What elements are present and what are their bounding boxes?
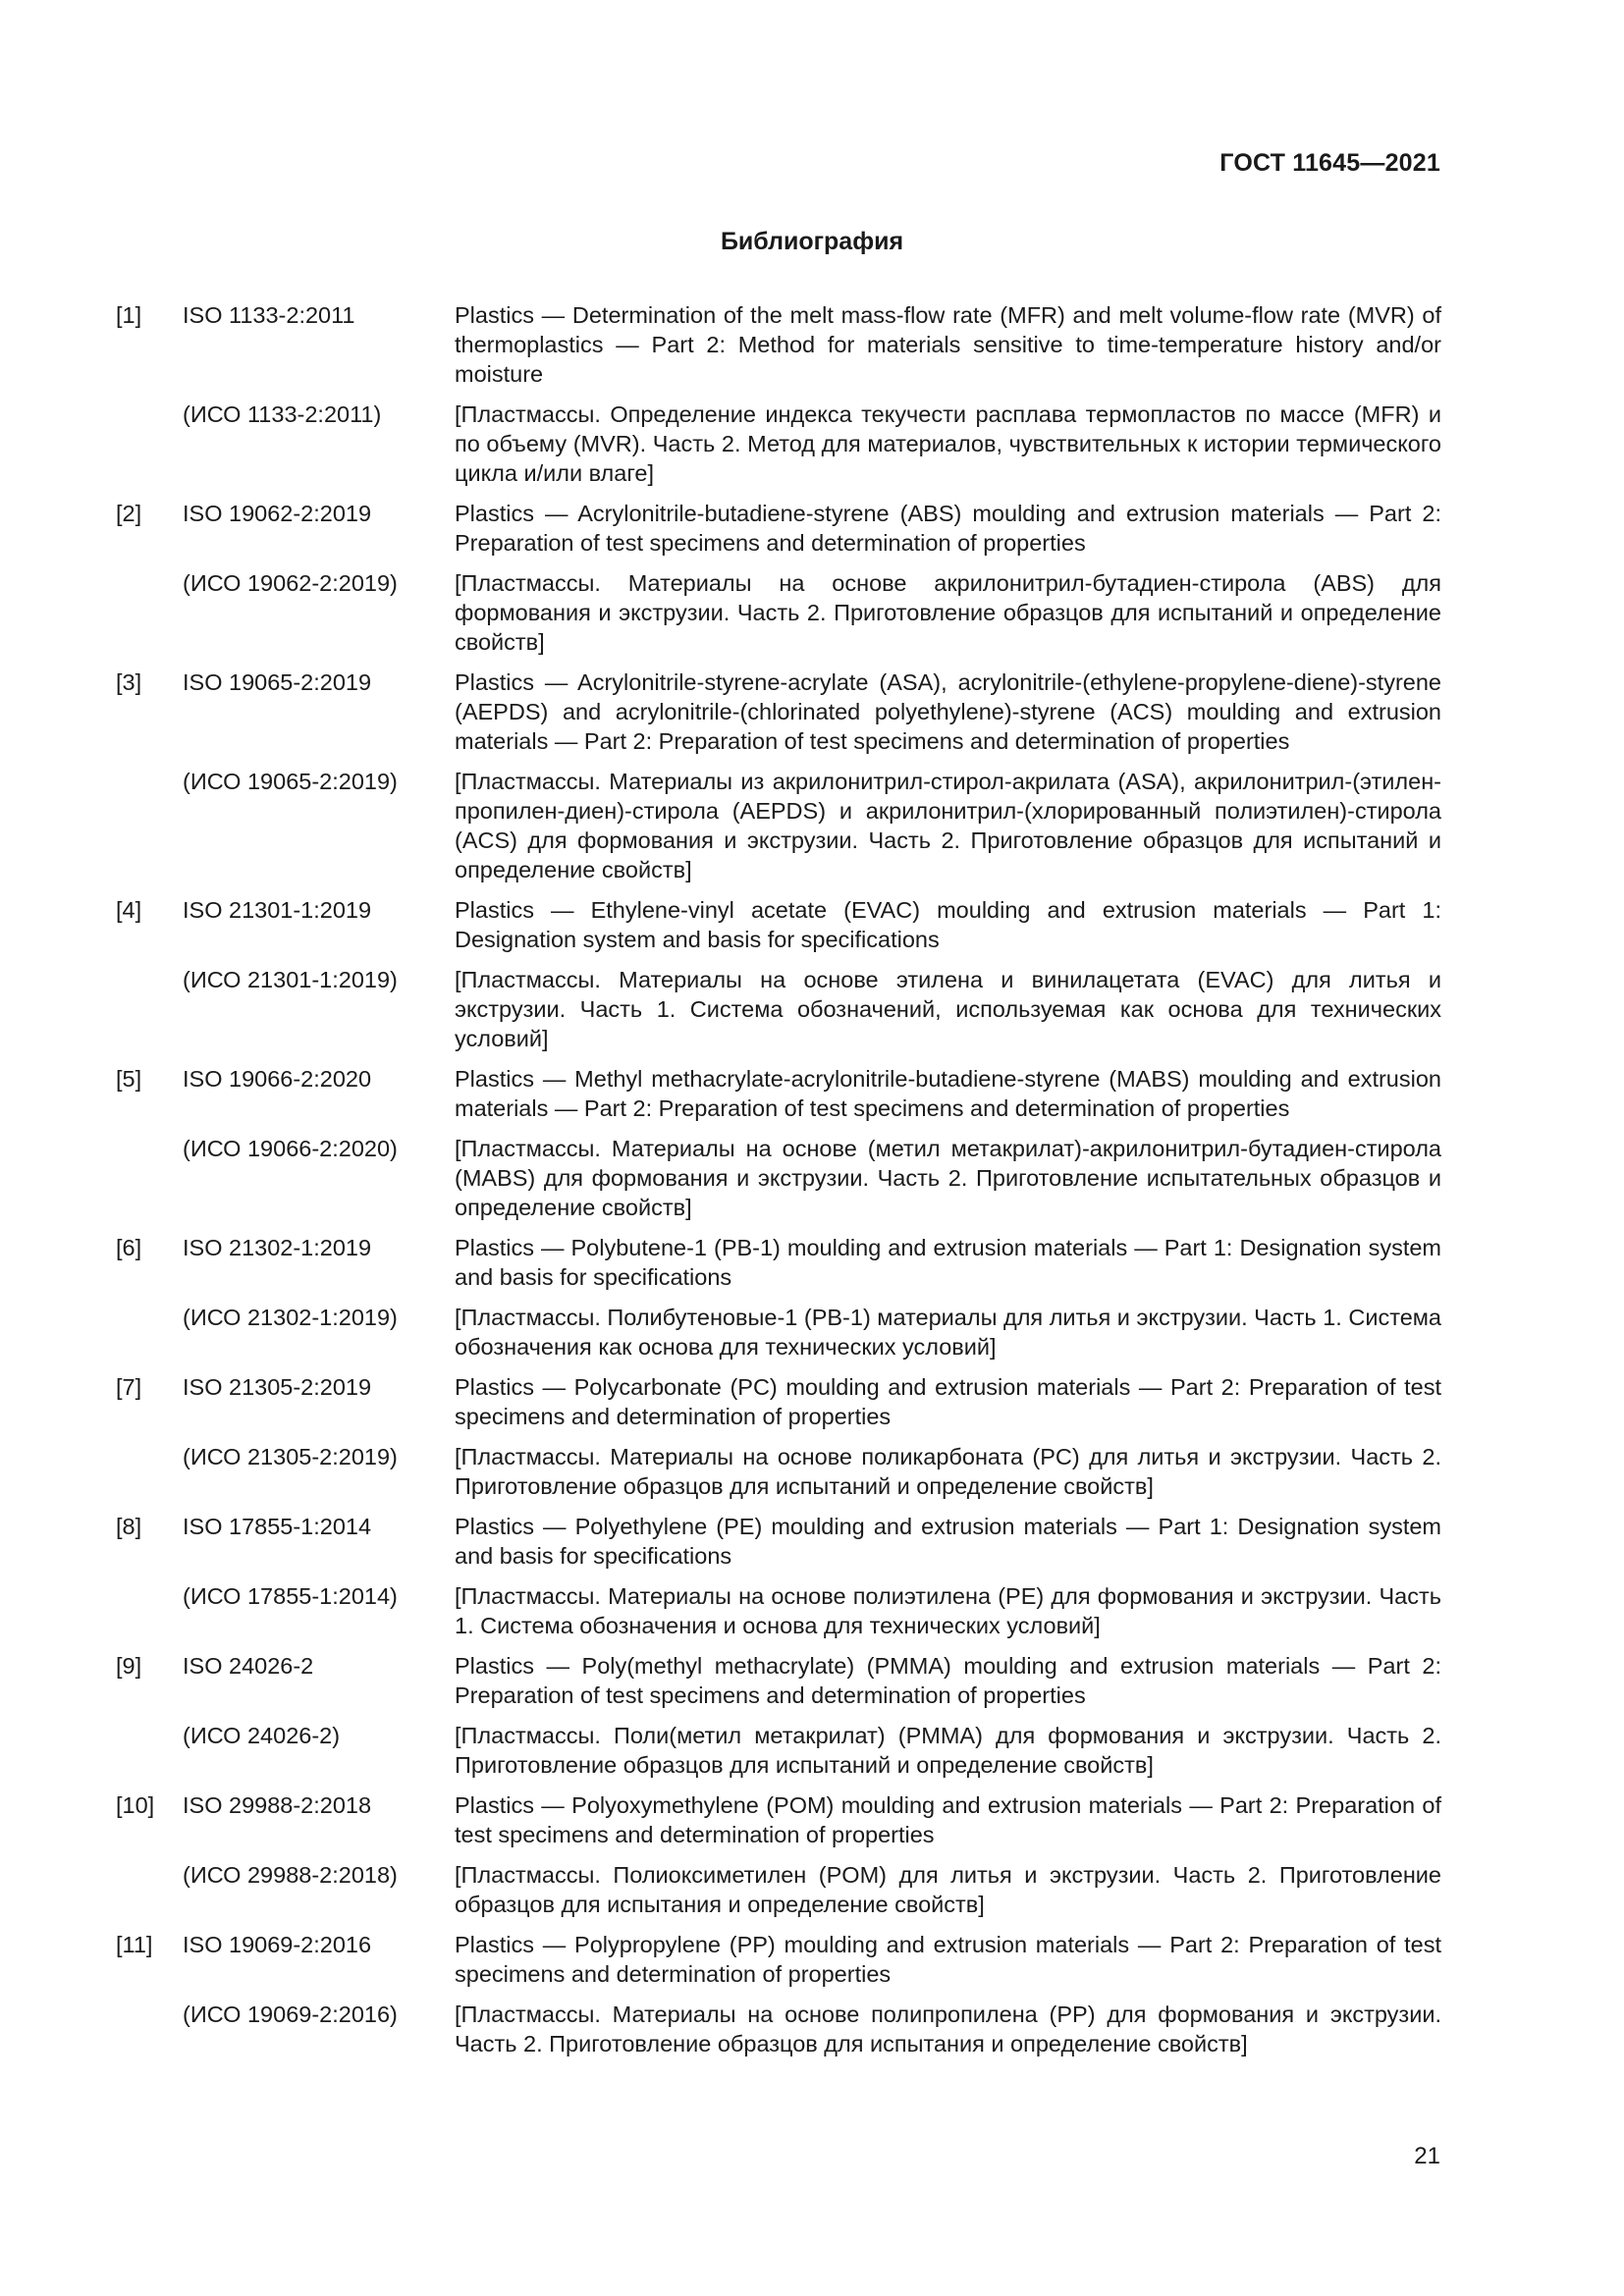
bib-entry-iso [116,499,1441,558]
bibliography-list [116,300,1441,2069]
standard-code: ISO 29988-2:2018 [183,1792,372,1818]
standard-code-ru: (ИСО 19069-2:2016) [183,2002,398,2027]
standard-title: Plastics — Polycarbonate (PC) moulding and extrusion materials — Part 2: Preparation of test specimens and determination of properties [455,1374,1441,1429]
entry-number: [2] [116,501,142,526]
standard-title-ru: [Пластмассы. Поли(метил метакрилат) (PMMA) для формования и экструзии. Часть 2. Приготовление образцов для испытаний и определение свойств] [455,1723,1441,1778]
bib-entry-iso [116,1930,1441,1989]
document-code: ГОСТ 11645—2021 [1219,149,1440,177]
standard-code: ISO 21301-1:2019 [183,897,372,923]
standard-title-ru: [Пластмассы. Материалы на основе полиэтилена (PE) для формования и экструзии. Часть 1. Система обозначения и основа для технических условий] [455,1583,1441,1638]
standard-title-ru: [Пластмассы. Материалы на основе поликарбоната (PC) для литья и экструзии. Часть 2. Приготовление образцов для испытаний и определение свойств] [455,1444,1441,1499]
standard-title-ru: [Пластмассы. Определение индекса текучести расплава термопластов по массе (MFR) и по объему (MVR). Часть 2. Метод для материалов, чувствительных к истории термического цикла и/или влаге] [455,401,1441,486]
bib-entry-translation [116,568,1441,657]
standard-title-ru: [Пластмассы. Материалы на основе этилена и винилацетата (EVAC) для литья и экструзии. Часть 1. Система обозначений, используемая как основа для технических условий] [455,967,1441,1051]
bib-entry-iso [116,1790,1441,1849]
bib-entry-translation [116,965,1441,1053]
standard-title: Plastics — Polyoxymethylene (POM) moulding and extrusion materials — Part 2: Preparation of test specimens and determination of properties [455,1792,1441,1847]
bib-entry-iso [116,300,1441,389]
standard-title: Plastics — Poly(methyl methacrylate) (PMMA) moulding and extrusion materials — Part 2: Preparation of test specimens and determination of properties [455,1653,1441,1708]
standard-code-ru: (ИСО 1133-2:2011) [183,401,382,427]
bib-entry-translation [116,400,1441,488]
bib-entry-iso [116,1233,1441,1292]
standard-code: ISO 21302-1:2019 [183,1235,372,1260]
entry-number: [5] [116,1066,142,1092]
standard-title: Plastics — Polypropylene (PP) moulding and extrusion materials — Part 2: Preparation of test specimens and determination of properties [455,1932,1441,1987]
entry-number: [3] [116,669,142,695]
bib-entry-iso [116,667,1441,756]
entry-number: [1] [116,302,142,328]
standard-title-ru: [Пластмассы. Полибутеновые-1 (PB-1) материалы для литья и экструзии. Часть 1. Система обозначения как основа для технических условий] [455,1305,1441,1360]
entry-number: [9] [116,1653,142,1679]
standard-title-ru: [Пластмассы. Материалы на основе полипропилена (PP) для формования и экструзии. Часть 2. Приготовление образцов для испытания и определение свойств] [455,2002,1441,2056]
standard-code-ru: (ИСО 21305-2:2019) [183,1444,398,1469]
standard-code-ru: (ИСО 19065-2:2019) [183,769,398,794]
bib-entry-translation [116,1303,1441,1362]
bib-entry-iso [116,895,1441,954]
standard-code: ISO 24026-2 [183,1653,314,1679]
bib-entry-translation [116,1581,1441,1640]
standard-code-ru: (ИСО 24026-2) [183,1723,341,1748]
bib-entry-translation [116,1721,1441,1780]
standard-title-ru: [Пластмассы. Материалы на основе (метил метакрилат)-акрилонитрил-бутадиен-стирола (MABS) для формования и экструзии. Часть 2. Приготовление испытательных образцов и определение свойств] [455,1136,1441,1220]
standard-title: Plastics — Methyl methacrylate-acrylonitrile-butadiene-styrene (MABS) moulding and extrusion materials — Part 2: Preparation of test specimens and determination of properties [455,1066,1441,1121]
standard-title-ru: [Пластмассы. Материалы на основе акрилонитрил-бутадиен-стирола (ABS) для формования и экструзии. Часть 2. Приготовление образцов для испытаний и определение свойств] [455,570,1441,655]
standard-title: Plastics — Polybutene-1 (PB-1) moulding and extrusion materials — Part 1: Designation system and basis for specifications [455,1235,1441,1290]
entry-number: [7] [116,1374,142,1400]
standard-title-ru: [Пластмассы. Материалы из акрилонитрил-стирол-акрилата (ASA), акрилонитрил-(этилен-пропилен-диен)-стирола (AEPDS) и акрилонитрил-(хлорированный полиэтилен)-стирола (ACS) для формования и экструзии. Часть 2. Приготовление образцов для испытаний и определение свойств] [455,769,1441,882]
entry-number: [4] [116,897,142,923]
standard-code-ru: (ИСО 19066-2:2020) [183,1136,398,1161]
standard-code-ru: (ИСО 19062-2:2019) [183,570,398,596]
standard-code: ISO 1133-2:2011 [183,302,355,328]
bib-entry-iso [116,1512,1441,1571]
standard-code-ru: (ИСО 17855-1:2014) [183,1583,398,1609]
standard-title: Plastics — Polyethylene (PE) moulding and extrusion materials — Part 1: Designation system and basis for specifications [455,1514,1441,1569]
standard-code: ISO 17855-1:2014 [183,1514,372,1539]
standard-code: ISO 19066-2:2020 [183,1066,372,1092]
bib-entry-translation [116,1134,1441,1222]
page-number: 21 [1414,2143,1440,2169]
standard-title: Plastics — Determination of the melt mass-flow rate (MFR) and melt volume-flow rate (MVR) of thermoplastics — Part 2: Method for materials sensitive to time-temperature history and/or moisture [455,302,1441,387]
bib-entry-translation [116,1442,1441,1501]
standard-title: Plastics — Acrylonitrile-styrene-acrylate (ASA), acrylonitrile-(ethylene-propylene-diene)-styrene (AEPDS) and acrylonitrile-(chlorinated polyethylene)-styrene (ACS) moulding and extrusion materials — Part 2: Preparation of test specimens and determination of properties [455,669,1441,754]
bib-entry-iso [116,1064,1441,1123]
standard-title-ru: [Пластмассы. Полиоксиметилен (POM) для литья и экструзии. Часть 2. Приготовление образцов для испытания и определение свойств] [455,1862,1441,1917]
bib-entry-translation [116,767,1441,884]
standard-code-ru: (ИСО 21302-1:2019) [183,1305,398,1330]
bib-entry-iso [116,1372,1441,1431]
page-title: Библиография [720,228,904,255]
standard-title: Plastics — Ethylene-vinyl acetate (EVAC) moulding and extrusion materials — Part 1: Designation system and basis for specifications [455,897,1441,952]
standard-code-ru: (ИСО 29988-2:2018) [183,1862,398,1888]
entry-number: [11] [116,1932,153,1957]
entry-number: [10] [116,1792,155,1818]
standard-code: ISO 19069-2:2016 [183,1932,372,1957]
bib-entry-translation [116,2000,1441,2058]
entry-number: [6] [116,1235,142,1260]
bib-entry-translation [116,1860,1441,1919]
entry-number: [8] [116,1514,142,1539]
bib-entry-iso [116,1651,1441,1710]
standard-title: Plastics — Acrylonitrile-butadiene-styrene (ABS) moulding and extrusion materials — Part 2: Preparation of test specimens and determination of properties [455,501,1441,556]
standard-code: ISO 19062-2:2019 [183,501,372,526]
standard-code-ru: (ИСО 21301-1:2019) [183,967,398,992]
standard-code: ISO 21305-2:2019 [183,1374,372,1400]
standard-code: ISO 19065-2:2019 [183,669,372,695]
